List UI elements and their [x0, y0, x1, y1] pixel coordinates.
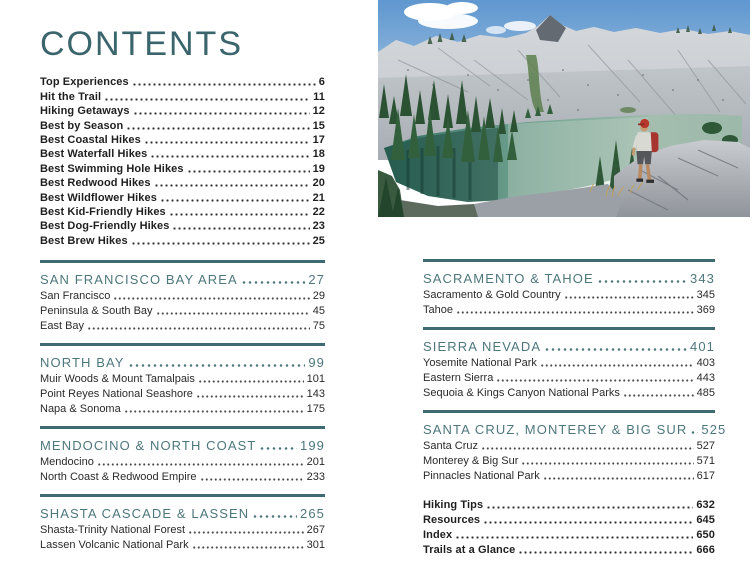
toc-entry-label: Trails at a Glance	[423, 544, 516, 556]
dot-leader	[564, 296, 694, 299]
toc-entry-page: 6	[318, 76, 325, 89]
toc-entry-label: Best Brew Hikes	[40, 234, 128, 247]
dot-leader	[486, 506, 693, 509]
dot-leader	[456, 311, 694, 314]
dot-leader	[259, 447, 297, 450]
toc-entry-label: Best Redwood Hikes	[40, 177, 151, 190]
toc-section-header	[40, 435, 325, 453]
toc-entry-sub	[423, 354, 715, 369]
toc-entry-page: 25	[312, 234, 325, 247]
toc-entry-sub	[40, 453, 325, 468]
toc-section	[423, 259, 715, 316]
toc-entry-label: Peninsula & South Bay	[40, 304, 153, 317]
toc-entry-label: Shasta-Trinity National Forest	[40, 523, 186, 536]
dot-leader	[187, 170, 310, 173]
toc-section-header	[423, 419, 727, 437]
toc-entry-label: Pinnacles National Park	[423, 470, 540, 482]
toc-entry-page: 632	[696, 499, 715, 511]
dot-leader	[455, 536, 693, 539]
section-rule	[423, 327, 715, 330]
toc-entry-label: Index	[423, 529, 453, 541]
toc-entry-front	[40, 117, 325, 131]
toc-entry-page: 201	[306, 455, 325, 468]
toc-entry-label: Muir Woods & Mount Tamalpais	[40, 372, 195, 385]
dot-leader	[252, 515, 297, 518]
toc-entry-sub	[40, 370, 325, 385]
toc-entry-front	[40, 74, 325, 88]
toc-entry-label: Sacramento & Gold Country	[423, 289, 561, 301]
toc-entry-label: East Bay	[40, 319, 85, 332]
toc-entry-front	[40, 218, 325, 232]
section-title: SAN FRANCISCO BAY AREA	[40, 271, 238, 287]
toc-entry-label: North Coast & Redwood Empire	[40, 470, 197, 483]
dot-leader	[597, 280, 687, 283]
toc-entry-sub	[40, 536, 325, 551]
dot-leader	[97, 463, 304, 466]
dot-leader	[169, 213, 310, 216]
toc-entry-label: Best by Season	[40, 119, 124, 132]
toc-entry-label: Napa & Sonoma	[40, 402, 121, 415]
toc-entry-sub	[423, 301, 715, 316]
dot-leader	[196, 395, 304, 398]
section-title: SACRAMENTO & TAHOE	[423, 271, 594, 286]
toc-entry-page: 21	[312, 191, 325, 204]
toc-entry-label: Best Waterfall Hikes	[40, 148, 148, 161]
toc-entry-label: Resources	[423, 514, 481, 526]
toc-entry-back	[423, 541, 715, 556]
toc-entry-front	[40, 132, 325, 146]
toc-entry-page: 175	[306, 402, 325, 415]
dot-leader	[133, 112, 310, 115]
toc-entry-sub	[423, 452, 715, 467]
toc-entry-sub	[423, 384, 715, 399]
toc-entry-front	[40, 103, 325, 117]
toc-entry-page: 45	[312, 304, 325, 317]
toc-entry-label: Best Dog-Friendly Hikes	[40, 220, 170, 233]
toc-entry-label: Hiking Getaways	[40, 105, 130, 118]
toc-entry-page: 527	[696, 440, 715, 452]
dot-leader	[132, 83, 316, 86]
toc-entry-front	[40, 146, 325, 160]
front-matter-list	[40, 74, 325, 247]
dot-leader	[483, 521, 693, 524]
dot-leader	[150, 155, 309, 158]
toc-section-header	[423, 336, 715, 354]
toc-entry-front	[40, 232, 325, 246]
dot-leader	[156, 312, 310, 315]
toc-entry-label: Point Reyes National Seashore	[40, 387, 193, 400]
section-page: 525	[701, 422, 727, 437]
section-title: NORTH BAY	[40, 354, 125, 370]
dot-leader	[126, 127, 309, 130]
toc-entry-page: 12	[312, 105, 325, 118]
toc-entry-page: 267	[306, 523, 325, 536]
section-title: SIERRA NEVADA	[423, 339, 542, 354]
dot-leader	[154, 184, 310, 187]
toc-entry-label: Best Kid-Friendly Hikes	[40, 205, 166, 218]
toc-entry-page: 666	[696, 544, 715, 556]
toc-entry-sub	[423, 467, 715, 482]
toc-entry-page: 617	[696, 470, 715, 482]
dot-leader	[481, 447, 694, 450]
toc-entry-page: 20	[312, 177, 325, 190]
toc-section	[40, 494, 325, 551]
toc-entry-sub	[40, 287, 325, 302]
section-rule	[40, 343, 325, 346]
toc-entry-page: 645	[696, 514, 715, 526]
toc-entry-label: Best Swimming Hole Hikes	[40, 162, 184, 175]
section-title: SANTA CRUZ, MONTEREY & BIG SUR	[423, 422, 688, 437]
dot-leader	[543, 477, 694, 480]
toc-entry-page: 443	[696, 372, 715, 384]
toc-section	[40, 260, 325, 332]
left-sections	[40, 260, 325, 551]
toc-entry-page: 233	[306, 470, 325, 483]
section-page: 27	[308, 271, 325, 287]
toc-entry-page: 143	[306, 387, 325, 400]
toc-entry-sub	[40, 385, 325, 400]
dot-leader	[198, 380, 304, 383]
dot-leader	[540, 364, 694, 367]
dot-leader	[518, 551, 693, 554]
section-rule	[40, 426, 325, 429]
right-sections	[423, 259, 727, 482]
toc-entry-page: 18	[312, 148, 325, 161]
toc-entry-label: Lassen Volcanic National Park	[40, 538, 189, 551]
toc-entry-page: 29	[312, 289, 325, 302]
toc-entry-back	[423, 496, 715, 511]
dot-leader	[690, 431, 698, 434]
toc-entry-front	[40, 160, 325, 174]
dot-leader	[623, 394, 694, 397]
toc-section	[423, 410, 727, 482]
dot-leader	[113, 297, 309, 300]
toc-entry-page: 19	[312, 162, 325, 175]
toc-section	[423, 327, 715, 399]
toc-section	[40, 343, 325, 415]
toc-section-header	[40, 503, 325, 521]
toc-section-header	[40, 269, 325, 287]
dot-leader	[131, 242, 310, 245]
toc-entry-front	[40, 204, 325, 218]
section-page: 265	[300, 505, 325, 521]
dot-leader	[200, 478, 304, 481]
dot-leader	[160, 199, 310, 202]
toc-entry-page: 22	[312, 205, 325, 218]
toc-entry-sub	[40, 521, 325, 536]
dot-leader	[241, 281, 306, 284]
toc-entry-label: Mendocino	[40, 455, 94, 468]
toc-entry-page: 15	[312, 119, 325, 132]
toc-entry-page: 403	[696, 357, 715, 369]
toc-entry-page: 345	[696, 289, 715, 301]
toc-section-header	[423, 268, 715, 286]
dot-leader	[144, 141, 310, 144]
toc-entry-page: 17	[312, 133, 325, 146]
toc-entry-page: 101	[306, 372, 325, 385]
toc-entry-page: 75	[312, 319, 325, 332]
section-rule	[423, 410, 715, 413]
dot-leader	[104, 98, 310, 101]
dot-leader	[544, 348, 687, 351]
toc-entry-sub	[40, 400, 325, 415]
dot-leader	[128, 364, 306, 367]
toc-entry-label: Yosemite National Park	[423, 357, 537, 369]
hero-photo	[378, 0, 750, 217]
section-title: SHASTA CASCADE & LASSEN	[40, 505, 250, 521]
toc-entry-label: Best Wildflower Hikes	[40, 191, 157, 204]
dot-leader	[521, 462, 693, 465]
toc-entry-label: Hit the Trail	[40, 90, 102, 103]
dot-leader	[87, 327, 310, 330]
toc-entry-label: Santa Cruz	[423, 440, 479, 452]
toc-entry-front	[40, 175, 325, 189]
toc-entry-page: 485	[696, 387, 715, 399]
toc-entry-label: Tahoe	[423, 304, 453, 316]
page-title: CONTENTS	[40, 25, 243, 63]
toc-entry-front	[40, 88, 325, 102]
toc-entry-page: 571	[696, 455, 715, 467]
section-rule	[40, 494, 325, 497]
section-page: 401	[690, 339, 715, 354]
toc-entry-label: San Francisco	[40, 289, 111, 302]
contents-right-column	[423, 242, 727, 556]
toc-entry-label: Best Coastal Hikes	[40, 133, 141, 146]
toc-entry-label: Top Experiences	[40, 76, 129, 89]
toc-entry-label: Monterey & Big Sur	[423, 455, 519, 467]
toc-section-header	[40, 352, 325, 370]
dot-leader	[192, 546, 304, 549]
toc-entry-sub	[423, 369, 715, 384]
toc-section	[40, 426, 325, 483]
section-page: 343	[690, 271, 715, 286]
contents-left-column	[40, 26, 325, 551]
toc-entry-back	[423, 511, 715, 526]
toc-entry-sub	[423, 286, 715, 301]
toc-entry-front	[40, 189, 325, 203]
section-rule	[423, 259, 715, 262]
toc-entry-sub	[40, 317, 325, 332]
back-matter-list	[423, 496, 715, 556]
toc-entry-page: 650	[696, 529, 715, 541]
toc-entry-sub	[40, 302, 325, 317]
toc-entry-page: 301	[306, 538, 325, 551]
dot-leader	[188, 531, 304, 534]
toc-entry-sub	[423, 437, 715, 452]
toc-entry-label: Hiking Tips	[423, 499, 484, 511]
dot-leader	[496, 379, 693, 382]
toc-entry-page: 11	[313, 90, 325, 103]
toc-entry-label: Eastern Sierra	[423, 372, 494, 384]
section-page: 99	[308, 354, 325, 370]
section-rule	[40, 260, 325, 263]
section-page: 199	[300, 437, 325, 453]
dot-leader	[124, 410, 304, 413]
toc-entry-back	[423, 526, 715, 541]
toc-entry-page: 23	[312, 220, 325, 233]
section-title: MENDOCINO & NORTH COAST	[40, 437, 257, 453]
toc-entry-sub	[40, 468, 325, 483]
alpine-lake-illustration	[378, 0, 750, 217]
dot-leader	[172, 227, 309, 230]
toc-entry-label: Sequoia & Kings Canyon National Parks	[423, 387, 620, 399]
toc-entry-page: 369	[696, 304, 715, 316]
